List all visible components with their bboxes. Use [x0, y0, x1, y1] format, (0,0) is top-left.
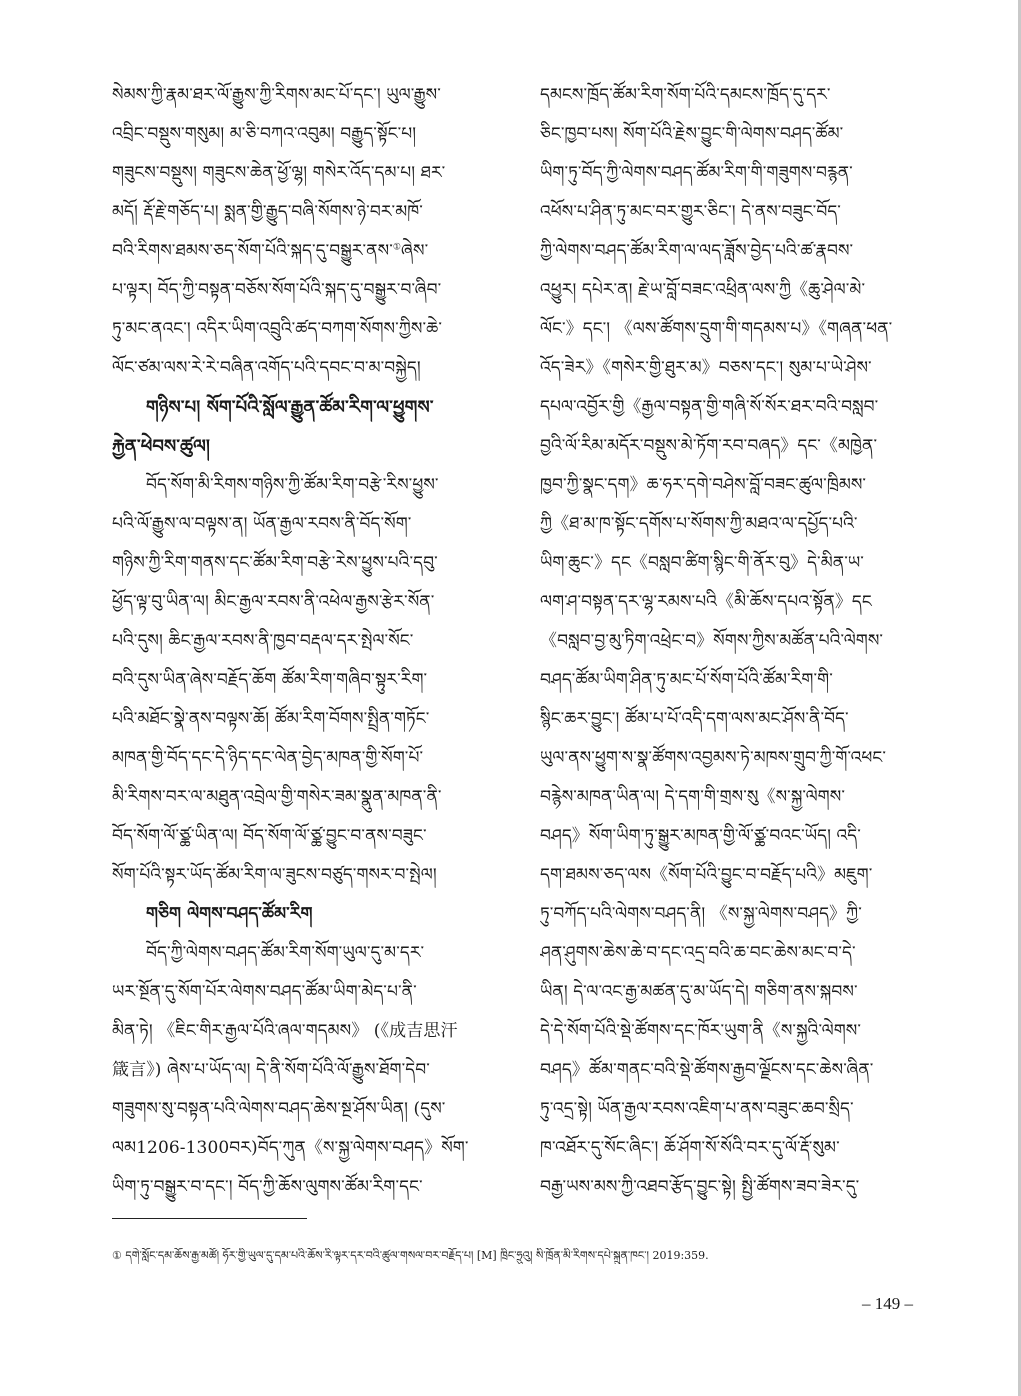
- text-line: ལོང་ཙམ་ལས་རེ་རེ་བཞིན་འགོད་པའི་དབང་བ་མ་བསྐྱེད།: [112, 358, 421, 378]
- text-line: ཏུ་འདྲ་སྟེ། ཡོན་རྒྱལ་རབས་འཇིག་པ་ནས་བཟུང་ཆབ་སྲིད་: [540, 1099, 854, 1119]
- text-line: བྱའི་ལོ་རིམ་མདོར་བསྡུས་མེ་ཏོག་རབ་བཞད》དང་《མཁྱེན་: [540, 436, 878, 456]
- paragraph-line: གཉིས་ཀྱི་རིག་གནས་དང་ཚོམ་རིག་བརྩེ་རེས་ཕྱུས་པའི་དབུ་: [112, 553, 438, 573]
- text-line: 《བསླབ་བྱ་མུ་ཏིག་འཕྲེང་བ》སོགས་ཀྱིས་མཚོན་པའི་ལེགས་: [540, 631, 884, 651]
- text-line: འབྲིང་བསྡུས་གསུམ། མ་ཅི་བཀའ་འབུམ། བརྒྱུད་སྟོང་པ།: [112, 124, 417, 144]
- text-line: ཀྱི་ལེགས་བཤད་ཚོམ་རིག་ལ་ལད་ཟློས་བྱེད་པའི་ཚ་རྣབས་: [540, 241, 854, 261]
- paragraph-line: མིན་ཏེ། 《ཇིང་གིར་རྒྱལ་པོའི་ཞལ་གདམས》 (《成吉思汗: [112, 1021, 458, 1041]
- paragraph-line: ཡིག་ཏུ་བསྒྱུར་བ་དང་། བོད་ཀྱི་ཆོས་ལུགས་ཚོམ་རིག་དང་: [112, 1177, 423, 1197]
- text-line: བཤད་ཚོམ་ཡིག་ཤིན་ཏུ་མང་པོ་སོག་པོའི་ཚོམ་རིག་གི་: [540, 670, 833, 690]
- text-line: དེ་དེ་སོག་པོའི་སྡེ་ཚོགས་དང་ཁོར་ཡུག་ནི《ས་སྐྱའི་ལེགས་: [540, 1021, 862, 1041]
- paragraph-line: བོད་སོག་མི་རིགས་གཉིས་ཀྱི་ཚོམ་རིག་བརྩེ་རིས་ཕྱུས་: [146, 475, 439, 495]
- left-column: [112, 76, 510, 1207]
- paragraph-line: པའི་ལོ་རྒྱུས་ལ་བལྟས་ན། ཡོན་རྒྱལ་རབས་ནི་བོད་སོག་: [112, 514, 412, 534]
- subsection-heading: གཅིག ལེགས་བཤད་ཚོམ་རིག: [146, 904, 313, 924]
- paragraph-line: བོད་ཀྱི་ལེགས་བཤད་ཚོམ་རིག་སོག་ཡུལ་དུ་མ་དར་: [146, 943, 425, 963]
- text-line: འཕྱུར། དཔེར་ན། རྗེ་ཡ་བློ་བཟང་འཕྲིན་ལས་ཀྱི《ཆུ་ཤེལ་མེ་: [540, 280, 866, 300]
- text-line: ལག་ཤ་བསྟན་དར་ལྷ་རམས་པའི《མི་ཆོས་དཔའ་སྟོན》དང: [540, 592, 872, 612]
- text-line: ཀྱི《ཐ་མ་ཁ་སྟོང་དགོས་པ་སོགས་ཀྱི་མཐའ་ལ་དཔྱོད་པའི་: [540, 514, 858, 534]
- text-line: དག་ཐམས་ཅད་ལས《སོག་པོའི་བྱུང་བ་བརྗོད་པའི》མཇུག་: [540, 865, 873, 885]
- text-line: ལོང་》དང་། 《ལས་ཚོགས་དྲུག་གི་གདམས་པ》《གཞན་ཕན་: [540, 319, 893, 339]
- text-line: འོད་ཟེར》《གསེར་གྱི་ཐུར་མ》བཅས་དང་། སུམ་པ་ཡེ་ཤེས་: [540, 358, 872, 378]
- text-line: བཤད》ཚོམ་གནང་བའི་སྡེ་ཚོགས་རྒྱབ་ལྗོངས་དང་ཆེས་ཞིན་: [540, 1060, 874, 1080]
- text-line: སེམས་ཀྱི་རྣམ་ཐར་ལོ་རྒྱུས་ཀྱི་རིགས་མང་པོ་དང་། ཡུལ་རྒྱུས་: [112, 85, 441, 105]
- text-line: ཡིན། དེ་ལ་འང་རྒྱ་མཚན་དུ་མ་ཡོད་དེ། གཅིག་ནས་སྐབས་: [540, 982, 858, 1002]
- paragraph-line: 箴言》) ཞེས་པ་ཡོད་ལ། དེ་ནི་སོག་པོའི་ལོ་རྒྱུས་ཐོག་དེབ་: [112, 1060, 430, 1080]
- paragraph-line: པའི་དུས། ཆིང་རྒྱལ་རབས་ནི་ཁྱབ་བརྡལ་དར་སྤེལ་སོང་: [112, 631, 414, 651]
- section-heading-continued: རྐྱེན་ཕེབས་ཚུལ།: [112, 436, 210, 457]
- paragraph-line: བོད་སོག་ལོ་ཙྪ་ཡིན་ལ། བོད་སོག་ལོ་ཙྪ་བྱུང་བ་ནས་བཟུང་: [112, 826, 427, 846]
- footnote-marker[interactable]: ①: [392, 242, 402, 253]
- page-number: – 149 –: [862, 1294, 913, 1313]
- paragraph-line: མི་རིགས་བར་ལ་མཐུན་འབྲེལ་གྱི་གསེར་ཟམ་སྣུན་མཁན་ནི་: [112, 787, 442, 807]
- text-line: མདོ། རྡོ་རྗེ་གཅོད་པ། སྨན་གྱི་རྒྱུད་བཞི་སོགས་ཉེ་བར་མཁོ་: [112, 202, 423, 222]
- paragraph-line: ལམ1206-1300བར)བོད་ཀུན《ས་སྐྱ་ལེགས་བཤད》སོག་: [112, 1138, 469, 1158]
- text-segment: ཞེས་: [401, 241, 429, 261]
- text-line: བཤད》སོག་ཡིག་ཏུ་སྒྱུར་མཁན་གྱི་ལོ་ཙྪ་བའང་ཡོད། འདི་: [540, 826, 861, 846]
- section-heading: གཉིས་པ། སོག་པོའི་སློལ་རྒྱུན་ཚོམ་རིག་ལ་ཕྱུགས་: [146, 397, 434, 418]
- text-line-with-footnote: [112, 232, 510, 271]
- text-line: བརྙེས་མཁན་ཡིན་ལ། དེ་དག་གི་གྲས་སུ《ས་སྐྱ་ལེགས་: [540, 787, 845, 807]
- text-line: ཏུ་བཀོད་པའི་ལེགས་བཤད་ནི། 《ས་སྐྱ་ལེགས་བཤད》ཀྱི་: [540, 904, 862, 924]
- paragraph-line: མཁན་གྱི་བོད་དང་དེ་ཉིད་དང་ལེན་བྱེད་མཁན་གྱི་སོག་པོ་: [112, 748, 424, 768]
- text-line: ཁ་འཐོར་དུ་སོང་ཞིང་། ཆོ་ཤོག་སོ་སོའི་བར་དུ་ལོ་རྡོ་སུམ་: [540, 1138, 840, 1158]
- text-line: བརྒྱ་ཡས་མས་ཀྱི་འཐབ་རྩོད་བྱུང་སྟེ། སྤྱི་ཚོགས་ཟབ་ཟེར་དུ་: [540, 1177, 860, 1197]
- footnote-separator: [112, 1218, 307, 1219]
- text-line: གཟུངས་བསྡུས། གཟུངས་ཆེན་ཕྱོ་ལྷ། གསེར་འོད་དམ་པ། ཐར་: [112, 163, 446, 183]
- paragraph-line: སོག་པོའི་སྟར་ཡོད་ཚོམ་རིག་ལ་ཟུངས་བཙུད་གསར་བ་སྤེལ།: [112, 865, 437, 885]
- text-line: དམངས་ཁྲོད་ཚོམ་རིག་སོག་པོའི་དམངས་ཁྲོད་དུ་དར་: [540, 85, 831, 105]
- paragraph-line: གཟུགས་སུ་བསྟན་པའི་ལེགས་བཤད་ཆེས་སྔ་ཤོས་ཡིན། (དུས་: [112, 1099, 446, 1119]
- text-line: ཡུལ་ནས་ཕྱུག་ས་སྣ་ཚོགས་འབྱམས་ཏེ་མཁས་གྲུབ་ཀྱི་གོ་འཕང་: [540, 748, 886, 768]
- text-line: ཁྱབ་ཀྱི་སྣང་དག》ཆ་ཧར་དགེ་བཤེས་བློ་བཟང་ཚུལ་ཁྲིམས་: [540, 475, 867, 495]
- footnote-text: དགེ་སློང་དམ་ཆོས་རྒྱ་མཚོ། ཧོར་གྱི་ཡུལ་དུ་དམ་པའི་ཆོས་རི་ལྟར་དར་བའི་ཚུལ་གསལ་བར་བརྗོད་པ། [M] ཁྲིང་ཧྲུའུ། སི་ཁྲོན་མི་རིགས་དཔེ་སྐྲུན་ཁང་། 2019:359.: [125, 1249, 709, 1262]
- paragraph-line: བའི་དུས་ཡིན་ཞེས་བརྗོད་ཆོག ཚོམ་རིག་གཞིབ་སྟུར་རིག་: [112, 670, 428, 690]
- text-line: ཡིག་ཆུང་》དང《བསླབ་ཚིག་སྙིང་གི་ནོར་བུ》དེ་མིན་ཡ་: [540, 553, 864, 573]
- text-segment: བའི་རིགས་ཐམས་ཅད་སོག་པོའི་སྐད་དུ་བསྒྱུར་ནས་: [112, 241, 393, 261]
- text-line: སྙིང་ཆར་བྱུང་། ཚོམ་པ་པོ་འདི་དག་ལས་མང་ཤོས་ནི་བོད་: [540, 709, 849, 729]
- text-line: འཕོས་པ་ཤིན་ཏུ་མང་བར་གྱུར་ཅིང་། དེ་ནས་བཟུང་བོད་: [540, 202, 841, 222]
- footnote: [112, 1248, 932, 1264]
- text-line: ཤན་ཤུགས་ཆེས་ཆེ་བ་དང་འདྲ་བའི་ཆ་བང་ཆེས་མང་བ་དེ་: [540, 943, 856, 963]
- text-line: ཅིང་ཁྱབ་པས། སོག་པོའི་རྗེས་བྱུང་གི་ལེགས་བཤད་ཚོམ་: [540, 124, 844, 144]
- paragraph-line: ཕྱོད་ལྟ་བུ་ཡིན་ལ། མིང་རྒྱལ་རབས་ནི་འཕེལ་རྒྱས་རྩེར་སོན་: [112, 592, 435, 612]
- text-line: ཏུ་མང་ནའང་། འདིར་ཡིག་འབྲུའི་ཚད་བཀག་སོགས་ཀྱིས་ཆེ་: [112, 319, 442, 339]
- right-column: [540, 76, 938, 1207]
- paragraph-line: པའི་མཐོང་སྣེ་ནས་བལྟས་ཆོ། ཚོམ་རིག་བོགས་སྤྲིན་གཏོང་: [112, 709, 430, 729]
- paragraph-line: ཡར་སྔོན་དུ་སོག་པོར་ལེགས་བཤད་ཚོམ་ཡིག་མེད་པ་ནི་: [112, 982, 417, 1002]
- footnote-marker: ①: [112, 1249, 122, 1262]
- text-line: དཔལ་འབྱོར་གྱི《རྒྱལ་བསྟན་གྱི་གཞི་སོ་སོར་ཐར་བའི་བསླབ་: [540, 397, 879, 417]
- text-line: ཡིག་ཏུ་བོད་ཀྱི་ལེགས་བཤད་ཚོམ་རིག་གི་གཟུགས་བརྙན་: [540, 163, 853, 183]
- text-line: པ་ལྟར། བོད་ཀྱི་བསྟན་བཅོས་སོག་པོའི་སྐད་དུ་བསྒྱུར་བ་ཞིབ་: [112, 280, 442, 300]
